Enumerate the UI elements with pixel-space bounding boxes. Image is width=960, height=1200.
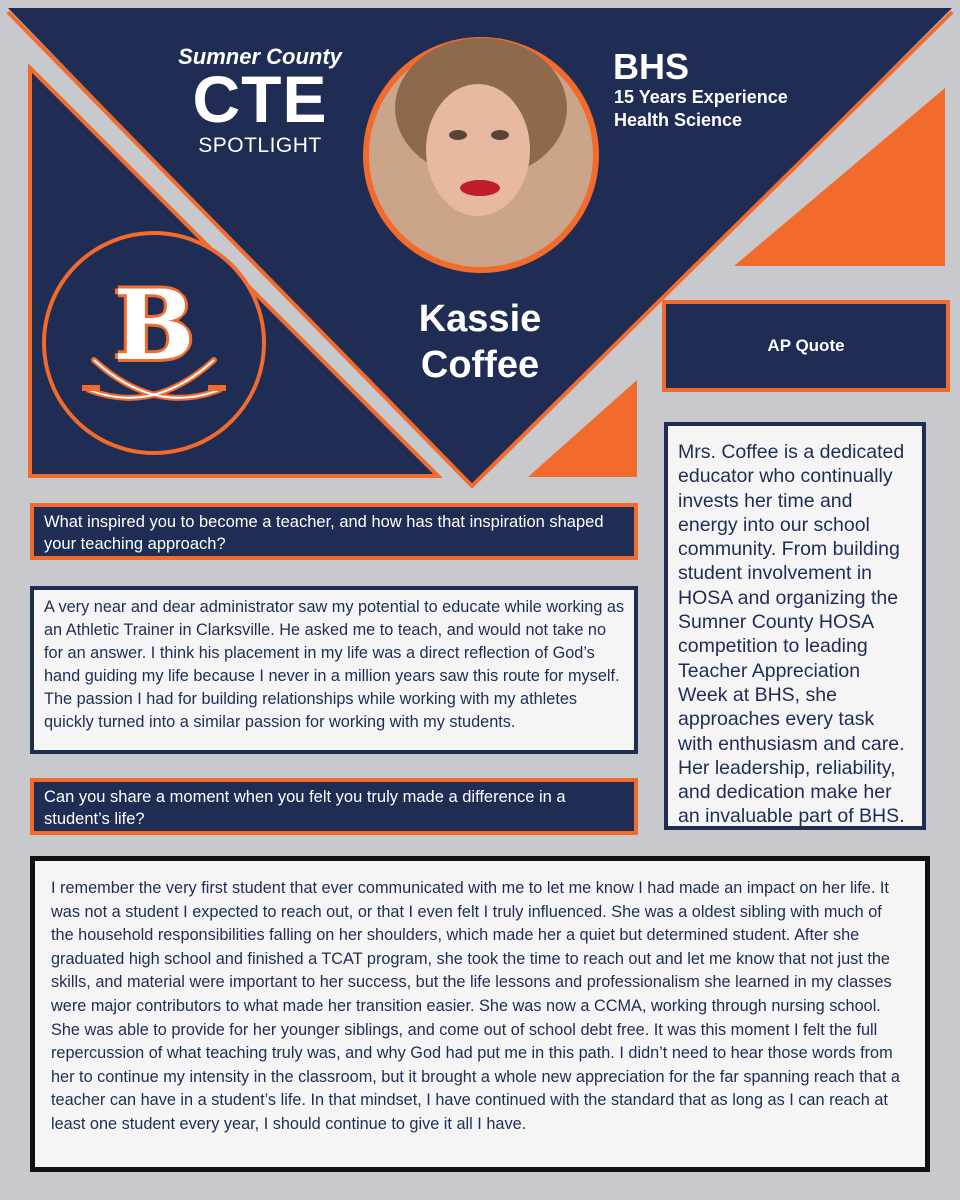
school-logo — [54, 240, 254, 440]
school-name: BHS — [613, 46, 690, 87]
teacher-first-name: Kassie — [418, 298, 542, 340]
answer-2: I remember the very first student that ever communicated with me to let me know I had made an impact on her life. It was not a student I expected to reach out, or that I even felt I truly influenced. She was a oldest sibling with much of the household responsibilities falling on her shoulders, which made her a quiet but determined student. After she graduated high school and finished a TCAT program, she took the time to reach out and let me know that not just the skills, and material were important to her success, but the life lessons and professionalism she learned in my classes were major contributors to what made her transition easier. She was now a CCMA, working through nursing school. She was able to provide for her younger siblings, and come out of school debt free. It was this moment I felt the full repercussion of what teaching truly was, and why God had put me in this path. I didn’t need to hear those words from her to continue my intensity in the classroom, but it brought a whole new appreciation for the far spanning reach that a teacher can have in a student’s life. In that mindset, I have continued with the standard that as long as I can reach at least one student every year, I should continue to give it all I have. — [30, 856, 930, 1172]
teacher-last-name: Coffee — [420, 344, 540, 386]
teacher-name — [380, 296, 580, 388]
experience-text: 15 Years Experience — [614, 87, 788, 107]
county-title: Sumner County — [178, 44, 342, 69]
answer-1: A very near and dear administrator saw my potential to educate while working as an Athletic Trainer in Clarksville. He asked me to teach, and would not take no for an answer. I think his placement in my life was a direct reflection of God’s hand guiding my life because I never in a million years saw this route for myself. The passion I had for building relationships while working with my athletes quickly turned into a similar passion for working with my students. — [30, 586, 638, 754]
question-1: What inspired you to become a teacher, and how has that inspiration shaped your teaching approach? — [30, 503, 638, 560]
subject-text: Health Science — [614, 110, 743, 130]
ap-quote-label: AP Quote — [767, 336, 845, 355]
photo-face — [426, 84, 530, 216]
spotlight-subtitle: SPOTLIGHT — [198, 134, 322, 157]
question-2: Can you share a moment when you felt you truly made a difference in a student’s life? — [30, 778, 638, 835]
program-title: CTE — [192, 62, 328, 136]
logo-letter: B — [113, 269, 195, 382]
ap-quote-text: Mrs. Coffee is a dedicated educator who continually invests her time and energy into our school community. From building student involvement in HOSA and organizing the Sumner County HOSA competition to leading Teacher Appreciation Week at BHS, she approaches every task with enthusiasm and care. Her leadership, reliability, and dedication make her an invaluable part of BHS. — [664, 422, 926, 830]
